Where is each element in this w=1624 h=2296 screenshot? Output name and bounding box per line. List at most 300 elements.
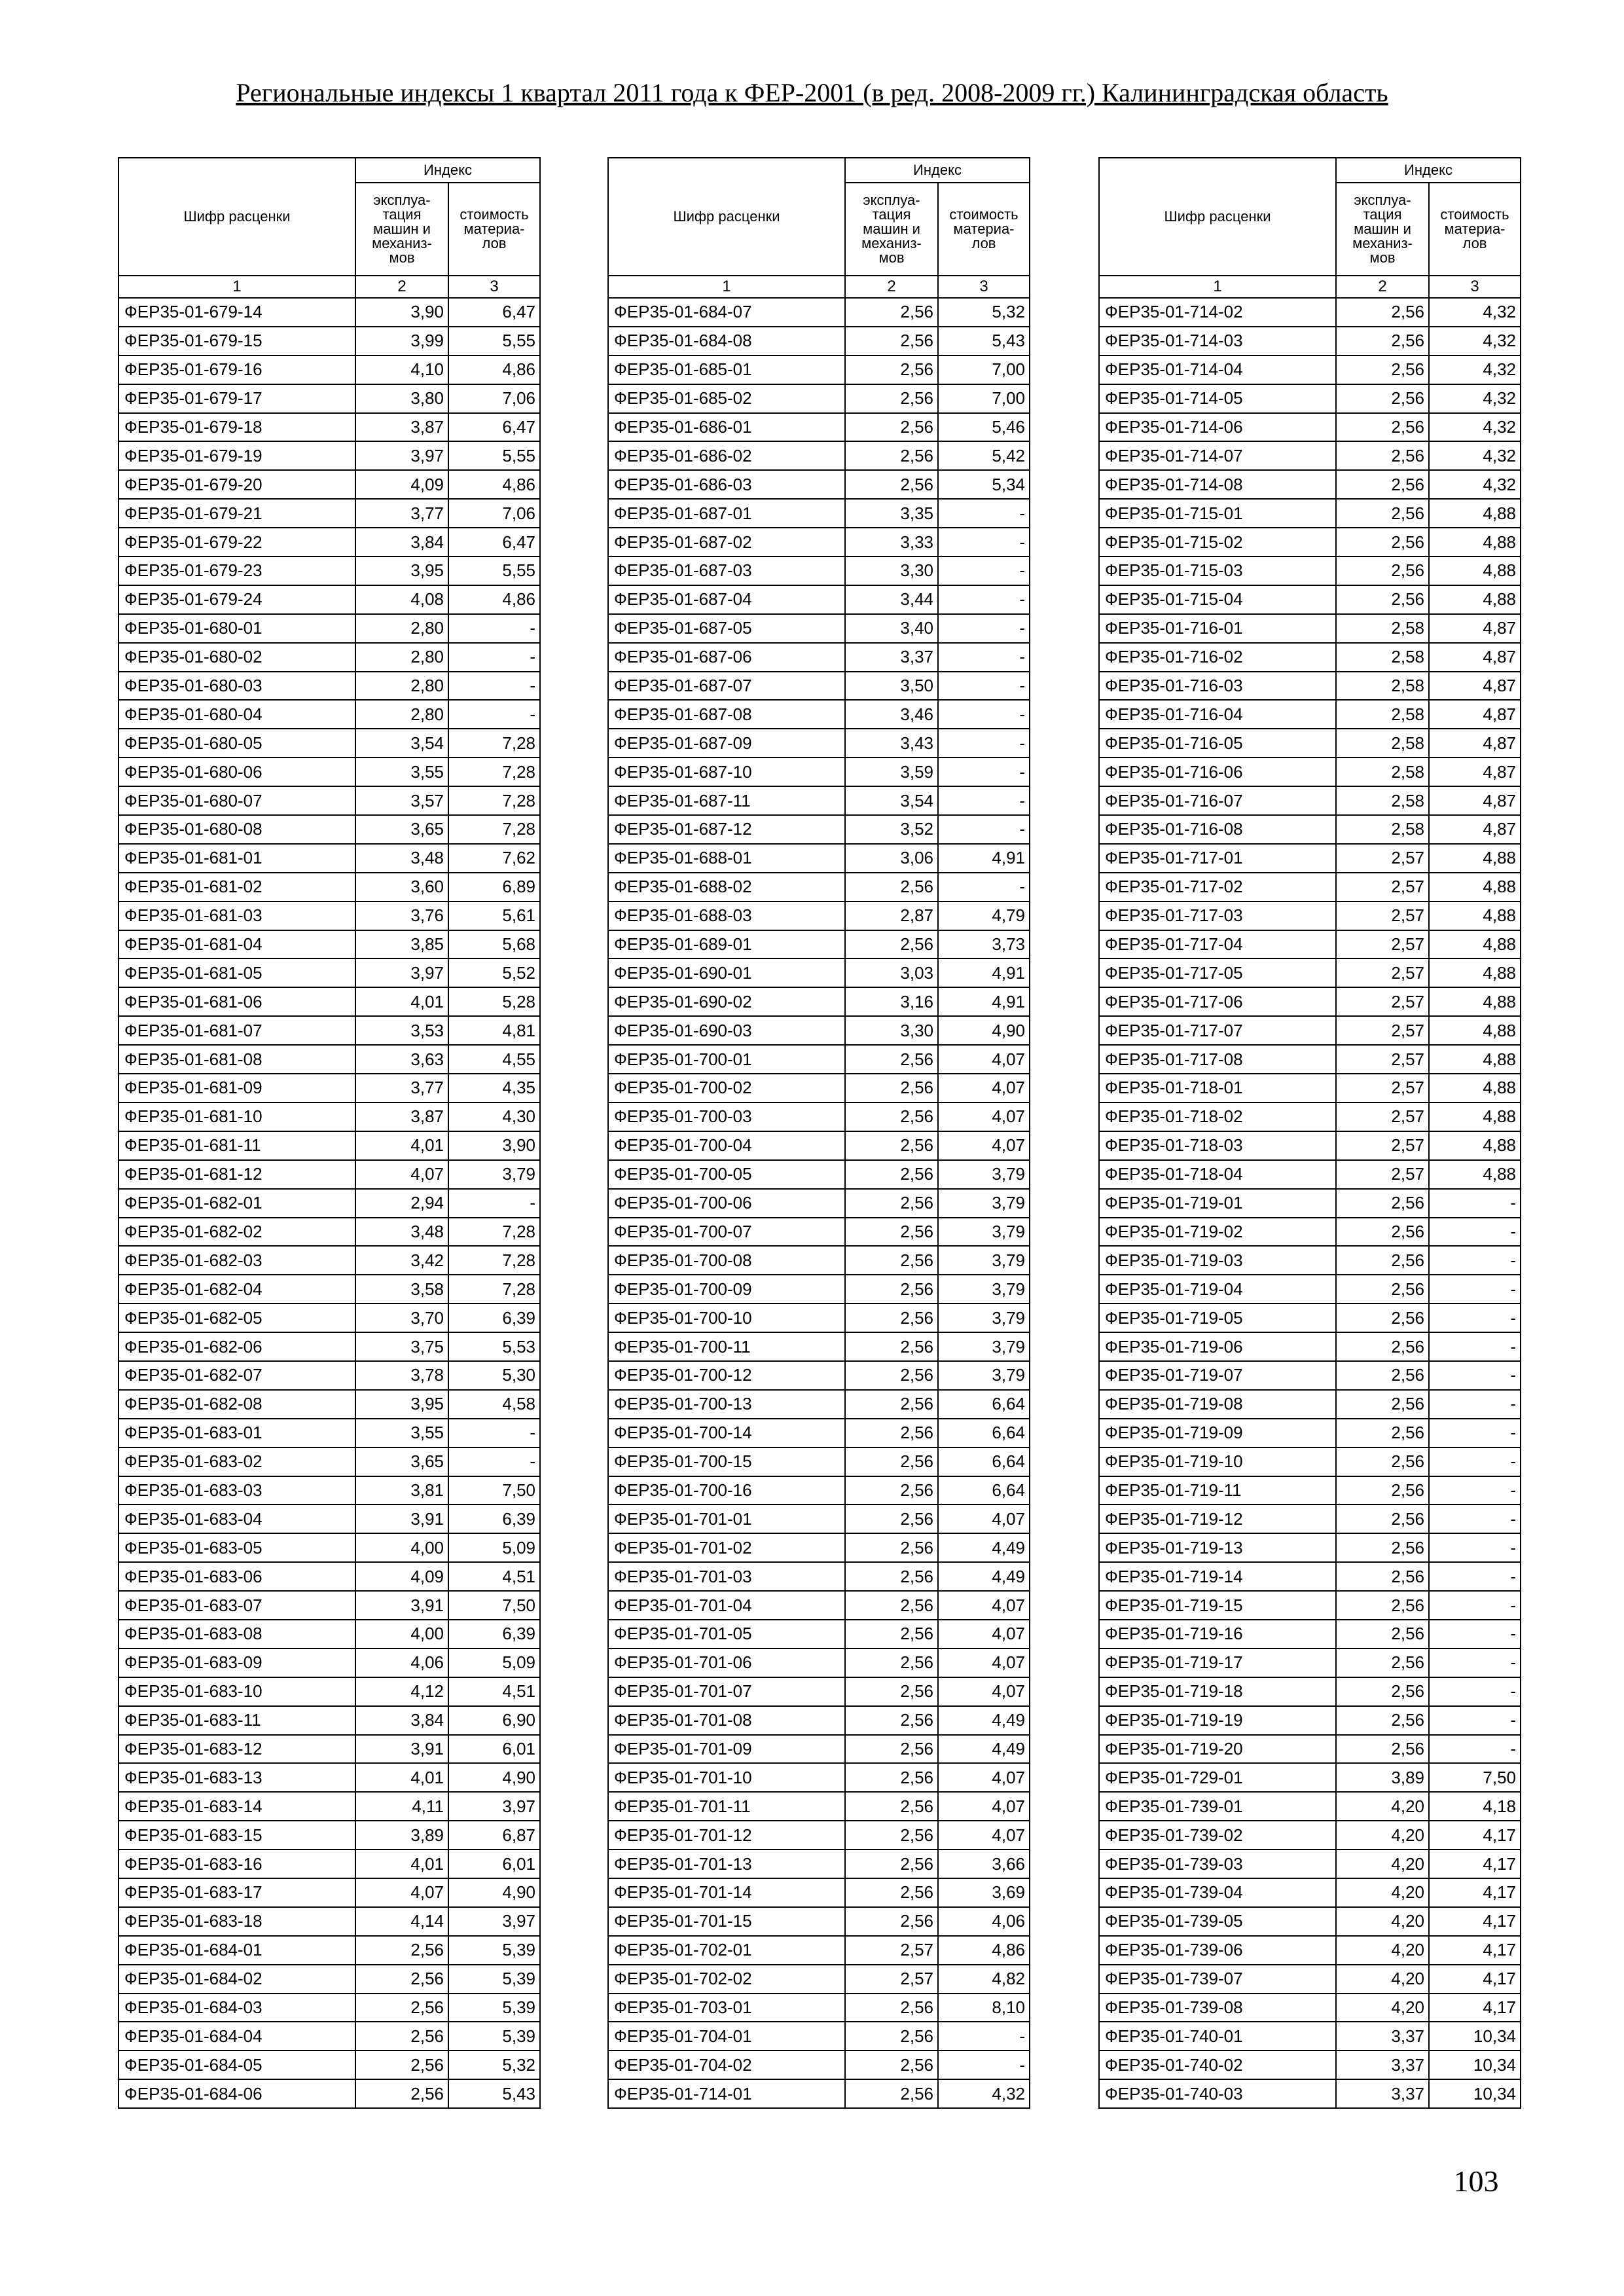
rate-code-cell: ФЕР35-01-679-24 (118, 585, 355, 614)
machines-index-cell: 2,56 (845, 1620, 938, 1649)
machines-index-cell: 4,20 (1336, 1792, 1429, 1821)
table-row (118, 1965, 540, 1994)
machines-index-cell: 3,60 (355, 873, 448, 902)
materials-index-cell: - (1429, 1476, 1521, 1505)
machines-index-cell: 3,37 (845, 643, 938, 672)
materials-index-cell: 6,47 (448, 528, 540, 556)
materials-index-cell: 4,07 (938, 1620, 1030, 1649)
machines-index-cell: 3,84 (355, 528, 448, 556)
rate-code-cell: ФЕР35-01-700-09 (608, 1275, 845, 1303)
header-materials: стоимость материа- лов (938, 183, 1030, 276)
rate-code-cell: ФЕР35-01-683-12 (118, 1735, 355, 1764)
machines-index-cell: 3,80 (355, 384, 448, 413)
rate-code-cell: ФЕР35-01-683-18 (118, 1907, 355, 1936)
header-index: Индекс (355, 158, 540, 183)
rate-code-cell: ФЕР35-01-718-04 (1099, 1160, 1336, 1189)
rate-code-cell: ФЕР35-01-729-01 (1099, 1763, 1336, 1792)
rate-code-cell: ФЕР35-01-687-12 (608, 815, 845, 844)
materials-index-cell: 5,55 (448, 441, 540, 470)
table-row (608, 700, 1030, 729)
rate-code-cell: ФЕР35-01-688-01 (608, 844, 845, 873)
table-row (118, 614, 540, 643)
materials-index-cell: 3,79 (938, 1303, 1030, 1332)
materials-index-cell: - (938, 2050, 1030, 2079)
materials-index-cell: 5,09 (448, 1533, 540, 1562)
machines-index-cell: 2,56 (845, 441, 938, 470)
table-row (1099, 1074, 1521, 1102)
machines-index-cell: 3,70 (355, 1303, 448, 1332)
table-row (118, 1504, 540, 1533)
table-row (118, 470, 540, 499)
materials-index-cell: 6,87 (448, 1821, 540, 1850)
materials-index-cell: - (1429, 1303, 1521, 1332)
materials-index-cell: 7,28 (448, 1246, 540, 1275)
machines-index-cell: 2,56 (1336, 528, 1429, 556)
materials-index-cell: 4,51 (448, 1677, 540, 1706)
table-row (1099, 355, 1521, 384)
materials-index-cell: 5,34 (938, 470, 1030, 499)
materials-index-cell: 4,86 (448, 470, 540, 499)
rate-code-cell: ФЕР35-01-686-03 (608, 470, 845, 499)
machines-index-cell: 2,57 (845, 1965, 938, 1994)
table-row (1099, 1419, 1521, 1448)
machines-index-cell: 2,56 (845, 1390, 938, 1419)
materials-index-cell: 5,68 (448, 930, 540, 959)
table-row (608, 1792, 1030, 1821)
table-row (608, 614, 1030, 643)
table-row (608, 413, 1030, 442)
rate-code-cell: ФЕР35-01-719-07 (1099, 1361, 1336, 1390)
materials-index-cell: 3,66 (938, 1850, 1030, 1878)
machines-index-cell: 3,30 (845, 1016, 938, 1045)
rate-code-cell: ФЕР35-01-719-13 (1099, 1533, 1336, 1562)
machines-index-cell: 2,56 (845, 1361, 938, 1390)
rate-code-cell: ФЕР35-01-701-14 (608, 1878, 845, 1907)
header-col-1: 1 (1099, 276, 1336, 298)
rate-code-cell: ФЕР35-01-701-04 (608, 1591, 845, 1620)
table-row (118, 987, 540, 1016)
machines-index-cell: 3,37 (1336, 2022, 1429, 2050)
materials-index-cell: 4,88 (1429, 873, 1521, 902)
table-row (118, 1476, 540, 1505)
materials-index-cell: - (1429, 1246, 1521, 1275)
table-row (608, 643, 1030, 672)
rate-code-cell: ФЕР35-01-681-06 (118, 987, 355, 1016)
machines-index-cell: 2,56 (845, 1533, 938, 1562)
machines-index-cell: 2,56 (1336, 1620, 1429, 1649)
rate-code-cell: ФЕР35-01-700-08 (608, 1246, 845, 1275)
table-row (118, 355, 540, 384)
machines-index-cell: 3,89 (1336, 1763, 1429, 1792)
rate-code-cell: ФЕР35-01-700-01 (608, 1045, 845, 1074)
rate-code-cell: ФЕР35-01-701-08 (608, 1706, 845, 1735)
table-row (1099, 298, 1521, 327)
machines-index-cell: 3,58 (355, 1275, 448, 1303)
materials-index-cell: 6,64 (938, 1390, 1030, 1419)
materials-index-cell: 4,07 (938, 1504, 1030, 1533)
header-index: Индекс (845, 158, 1030, 183)
rate-code-cell: ФЕР35-01-715-03 (1099, 556, 1336, 585)
machines-index-cell: 3,91 (355, 1591, 448, 1620)
materials-index-cell: 4,07 (938, 1591, 1030, 1620)
rate-code-cell: ФЕР35-01-680-05 (118, 729, 355, 757)
table-row (118, 1074, 540, 1102)
materials-index-cell: 7,00 (938, 384, 1030, 413)
machines-index-cell: 3,75 (355, 1332, 448, 1361)
machines-index-cell: 2,56 (845, 1763, 938, 1792)
machines-index-cell: 2,56 (845, 1045, 938, 1074)
machines-index-cell: 3,76 (355, 902, 448, 930)
rate-code-cell: ФЕР35-01-700-14 (608, 1419, 845, 1448)
materials-index-cell: 4,17 (1429, 1994, 1521, 2022)
rate-code-cell: ФЕР35-01-684-04 (118, 2022, 355, 2050)
rate-code-cell: ФЕР35-01-683-15 (118, 1821, 355, 1850)
materials-index-cell: 4,87 (1429, 729, 1521, 757)
rate-code-cell: ФЕР35-01-719-03 (1099, 1246, 1336, 1275)
materials-index-cell: 7,28 (448, 815, 540, 844)
materials-index-cell: 4,88 (1429, 1045, 1521, 1074)
machines-index-cell: 3,06 (845, 844, 938, 873)
rate-code-cell: ФЕР35-01-700-06 (608, 1189, 845, 1218)
materials-index-cell: 10,34 (1429, 2050, 1521, 2079)
table-row (1099, 1591, 1521, 1620)
table-row (118, 1102, 540, 1131)
machines-index-cell: 2,56 (845, 1706, 938, 1735)
table-row (1099, 585, 1521, 614)
rate-code-cell: ФЕР35-01-739-05 (1099, 1907, 1336, 1936)
materials-index-cell: 5,32 (448, 2050, 540, 2079)
materials-index-cell: 5,09 (448, 1649, 540, 1677)
rate-code-cell: ФЕР35-01-718-03 (1099, 1131, 1336, 1160)
rate-code-cell: ФЕР35-01-717-04 (1099, 930, 1336, 959)
materials-index-cell: 4,17 (1429, 1936, 1521, 1965)
header-col-1: 1 (118, 276, 355, 298)
table-row (1099, 1160, 1521, 1189)
table-row (1099, 757, 1521, 786)
table-row (1099, 441, 1521, 470)
materials-index-cell: 7,06 (448, 499, 540, 528)
table-row (608, 1131, 1030, 1160)
machines-index-cell: 3,42 (355, 1246, 448, 1275)
materials-index-cell: 4,32 (938, 2079, 1030, 2108)
machines-index-cell: 3,35 (845, 499, 938, 528)
table-row (1099, 1706, 1521, 1735)
machines-index-cell: 4,08 (355, 585, 448, 614)
materials-index-cell: 7,06 (448, 384, 540, 413)
table-row (608, 1620, 1030, 1649)
rate-code-cell: ФЕР35-01-717-06 (1099, 987, 1336, 1016)
machines-index-cell: 2,57 (1336, 958, 1429, 987)
table-row (118, 384, 540, 413)
machines-index-cell: 4,09 (355, 1562, 448, 1591)
materials-index-cell: 5,39 (448, 2022, 540, 2050)
machines-index-cell: 2,56 (845, 1677, 938, 1706)
table-row (608, 786, 1030, 815)
machines-index-cell: 2,56 (1336, 1735, 1429, 1764)
table-row (1099, 1390, 1521, 1419)
materials-index-cell: 4,07 (938, 1131, 1030, 1160)
materials-index-cell: 6,89 (448, 873, 540, 902)
table-row (1099, 1677, 1521, 1706)
materials-index-cell: 4,32 (1429, 441, 1521, 470)
table-row (118, 1821, 540, 1850)
machines-index-cell: 2,56 (845, 2079, 938, 2108)
table-row (1099, 327, 1521, 355)
machines-index-cell: 2,56 (845, 1591, 938, 1620)
materials-index-cell: - (1429, 1189, 1521, 1218)
rate-code-cell: ФЕР35-01-714-04 (1099, 355, 1336, 384)
rate-code-cell: ФЕР35-01-679-18 (118, 413, 355, 442)
table-row (1099, 1131, 1521, 1160)
table-row (608, 1850, 1030, 1878)
rate-code-cell: ФЕР35-01-714-05 (1099, 384, 1336, 413)
table-row (118, 1994, 540, 2022)
rate-code-cell: ФЕР35-01-683-07 (118, 1591, 355, 1620)
rate-code-cell: ФЕР35-01-739-02 (1099, 1821, 1336, 1850)
table-row (1099, 1016, 1521, 1045)
table-row (608, 1476, 1030, 1505)
rate-code-cell: ФЕР35-01-701-07 (608, 1677, 845, 1706)
rate-code-cell: ФЕР35-01-687-05 (608, 614, 845, 643)
header-code: Шифр расценки (118, 158, 355, 276)
table-row (118, 1936, 540, 1965)
table-row (608, 1821, 1030, 1850)
table-row (608, 1160, 1030, 1189)
materials-index-cell: 4,88 (1429, 930, 1521, 959)
machines-index-cell: 2,56 (845, 384, 938, 413)
rate-code-cell: ФЕР35-01-680-06 (118, 757, 355, 786)
rate-code-cell: ФЕР35-01-716-04 (1099, 700, 1336, 729)
table-row (1099, 729, 1521, 757)
table-row (118, 1533, 540, 1562)
rate-code-cell: ФЕР35-01-687-08 (608, 700, 845, 729)
materials-index-cell: 4,86 (448, 355, 540, 384)
machines-index-cell: 3,97 (355, 441, 448, 470)
table-row (118, 1189, 540, 1218)
machines-index-cell: 4,00 (355, 1620, 448, 1649)
table-row (1099, 1620, 1521, 1649)
table-row (1099, 1045, 1521, 1074)
machines-index-cell: 2,57 (1336, 930, 1429, 959)
materials-index-cell: - (1429, 1275, 1521, 1303)
rate-code-cell: ФЕР35-01-719-09 (1099, 1419, 1336, 1448)
materials-index-cell: 4,88 (1429, 1102, 1521, 1131)
machines-index-cell: 4,06 (355, 1649, 448, 1677)
materials-index-cell: - (1429, 1562, 1521, 1591)
materials-index-cell: 4,32 (1429, 384, 1521, 413)
materials-index-cell: 4,51 (448, 1562, 540, 1591)
materials-index-cell: 6,39 (448, 1620, 540, 1649)
machines-index-cell: 3,37 (1336, 2079, 1429, 2108)
materials-index-cell: 4,86 (938, 1936, 1030, 1965)
machines-index-cell: 2,56 (845, 930, 938, 959)
materials-index-cell: 3,79 (938, 1189, 1030, 1218)
table-row (118, 1620, 540, 1649)
rate-code-cell: ФЕР35-01-719-16 (1099, 1620, 1336, 1649)
table-row (118, 815, 540, 844)
rate-code-cell: ФЕР35-01-683-02 (118, 1448, 355, 1476)
machines-index-cell: 2,56 (1336, 556, 1429, 585)
materials-index-cell: - (1429, 1706, 1521, 1735)
table-row (608, 1562, 1030, 1591)
page-title: Региональные индексы 1 квартал 2011 года к ФЕР-2001 (в ред. 2008-2009 гг.) Калининградская область (236, 78, 1388, 107)
rate-code-cell: ФЕР35-01-715-04 (1099, 585, 1336, 614)
table-row (1099, 1303, 1521, 1332)
rate-code-cell: ФЕР35-01-719-10 (1099, 1448, 1336, 1476)
materials-index-cell: 4,88 (1429, 1131, 1521, 1160)
materials-index-cell: 7,62 (448, 844, 540, 873)
materials-index-cell: 3,97 (448, 1792, 540, 1821)
rate-code-cell: ФЕР35-01-683-06 (118, 1562, 355, 1591)
materials-index-cell: - (1429, 1218, 1521, 1247)
materials-index-cell: 3,79 (448, 1160, 540, 1189)
header-col-2: 2 (1336, 276, 1429, 298)
materials-index-cell: 3,79 (938, 1160, 1030, 1189)
materials-index-cell: 3,79 (938, 1361, 1030, 1390)
materials-index-cell: - (938, 585, 1030, 614)
rate-code-cell: ФЕР35-01-700-04 (608, 1131, 845, 1160)
rate-code-cell: ФЕР35-01-700-02 (608, 1074, 845, 1102)
table-row (608, 1878, 1030, 1907)
machines-index-cell: 4,20 (1336, 1936, 1429, 1965)
rate-code-cell: ФЕР35-01-703-01 (608, 1994, 845, 2022)
materials-index-cell: 6,64 (938, 1419, 1030, 1448)
materials-index-cell: 4,88 (1429, 499, 1521, 528)
rate-code-cell: ФЕР35-01-717-03 (1099, 902, 1336, 930)
rate-code-cell: ФЕР35-01-681-04 (118, 930, 355, 959)
rate-code-cell: ФЕР35-01-716-02 (1099, 643, 1336, 672)
machines-index-cell: 2,87 (845, 902, 938, 930)
materials-index-cell: 7,28 (448, 786, 540, 815)
table-row (118, 585, 540, 614)
machines-index-cell: 2,56 (1336, 1476, 1429, 1505)
rate-code-cell: ФЕР35-01-716-03 (1099, 672, 1336, 701)
machines-index-cell: 4,20 (1336, 1850, 1429, 1878)
materials-index-cell: 5,39 (448, 1936, 540, 1965)
table-row (608, 1074, 1030, 1102)
machines-index-cell: 2,56 (1336, 1332, 1429, 1361)
materials-index-cell: 6,64 (938, 1476, 1030, 1505)
machines-index-cell: 2,58 (1336, 672, 1429, 701)
table-row (1099, 1102, 1521, 1131)
materials-index-cell: 4,87 (1429, 643, 1521, 672)
header-code: Шифр расценки (608, 158, 845, 276)
machines-index-cell: 3,16 (845, 987, 938, 1016)
materials-index-cell: 3,79 (938, 1332, 1030, 1361)
table-row (608, 844, 1030, 873)
rate-code-cell: ФЕР35-01-719-05 (1099, 1303, 1336, 1332)
table-row (1099, 1878, 1521, 1907)
table-row (118, 930, 540, 959)
table-row (1099, 1562, 1521, 1591)
materials-index-cell: 4,87 (1429, 614, 1521, 643)
materials-index-cell: 4,88 (1429, 987, 1521, 1016)
table-row (608, 1907, 1030, 1936)
materials-index-cell: 3,73 (938, 930, 1030, 959)
machines-index-cell: 2,56 (1336, 1361, 1429, 1390)
table-row (608, 1246, 1030, 1275)
machines-index-cell: 3,90 (355, 298, 448, 327)
index-table-2 (607, 157, 1030, 2109)
rate-code-cell: ФЕР35-01-681-08 (118, 1045, 355, 1074)
materials-index-cell: 4,87 (1429, 757, 1521, 786)
table-row (608, 528, 1030, 556)
materials-index-cell: 4,30 (448, 1102, 540, 1131)
machines-index-cell: 2,56 (845, 1994, 938, 2022)
table-row (118, 1735, 540, 1764)
machines-index-cell: 3,87 (355, 413, 448, 442)
rate-code-cell: ФЕР35-01-704-01 (608, 2022, 845, 2050)
rate-code-cell: ФЕР35-01-687-06 (608, 643, 845, 672)
machines-index-cell: 2,57 (1336, 902, 1429, 930)
header-col-1: 1 (608, 276, 845, 298)
materials-index-cell: - (938, 556, 1030, 585)
rate-code-cell: ФЕР35-01-679-19 (118, 441, 355, 470)
materials-index-cell: 5,39 (448, 1994, 540, 2022)
rate-code-cell: ФЕР35-01-700-05 (608, 1160, 845, 1189)
materials-index-cell: 4,32 (1429, 298, 1521, 327)
table-row (1099, 1994, 1521, 2022)
index-table-1 (118, 157, 541, 2109)
materials-index-cell: 8,10 (938, 1994, 1030, 2022)
machines-index-cell: 2,56 (1336, 298, 1429, 327)
machines-index-cell: 3,65 (355, 1448, 448, 1476)
table-row (608, 958, 1030, 987)
materials-index-cell: 5,28 (448, 987, 540, 1016)
table-row (608, 1936, 1030, 1965)
machines-index-cell: 2,56 (1336, 1591, 1429, 1620)
materials-index-cell: 4,49 (938, 1562, 1030, 1591)
table-row (118, 757, 540, 786)
table-row (118, 958, 540, 987)
rate-code-cell: ФЕР35-01-739-04 (1099, 1878, 1336, 1907)
materials-index-cell: 4,07 (938, 1045, 1030, 1074)
page-number: 103 (1453, 2164, 1499, 2198)
materials-index-cell: - (1429, 1735, 1521, 1764)
machines-index-cell: 2,56 (1336, 1218, 1429, 1247)
materials-index-cell: 4,90 (448, 1763, 540, 1792)
machines-index-cell: 3,81 (355, 1476, 448, 1505)
rate-code-cell: ФЕР35-01-683-09 (118, 1649, 355, 1677)
table-row (608, 1275, 1030, 1303)
materials-index-cell: 4,35 (448, 1074, 540, 1102)
table-row (1099, 844, 1521, 873)
machines-index-cell: 3,55 (355, 757, 448, 786)
table-row (1099, 1763, 1521, 1792)
machines-index-cell: 2,56 (355, 1936, 448, 1965)
materials-index-cell: 5,43 (448, 2079, 540, 2108)
table-row (608, 1016, 1030, 1045)
table-row (608, 1448, 1030, 1476)
rate-code-cell: ФЕР35-01-683-10 (118, 1677, 355, 1706)
table-row (1099, 815, 1521, 844)
rate-code-cell: ФЕР35-01-687-09 (608, 729, 845, 757)
machines-index-cell: 3,78 (355, 1361, 448, 1390)
rate-code-cell: ФЕР35-01-714-03 (1099, 327, 1336, 355)
machines-index-cell: 3,59 (845, 757, 938, 786)
rate-code-cell: ФЕР35-01-681-11 (118, 1131, 355, 1160)
rate-code-cell: ФЕР35-01-687-11 (608, 786, 845, 815)
rate-code-cell: ФЕР35-01-682-06 (118, 1332, 355, 1361)
materials-index-cell: 4,17 (1429, 1965, 1521, 1994)
machines-index-cell: 3,03 (845, 958, 938, 987)
header-index: Индекс (1336, 158, 1521, 183)
materials-index-cell: 4,81 (448, 1016, 540, 1045)
machines-index-cell: 2,56 (1336, 585, 1429, 614)
materials-index-cell: 3,79 (938, 1275, 1030, 1303)
rate-code-cell: ФЕР35-01-680-04 (118, 700, 355, 729)
table-row (1099, 1189, 1521, 1218)
